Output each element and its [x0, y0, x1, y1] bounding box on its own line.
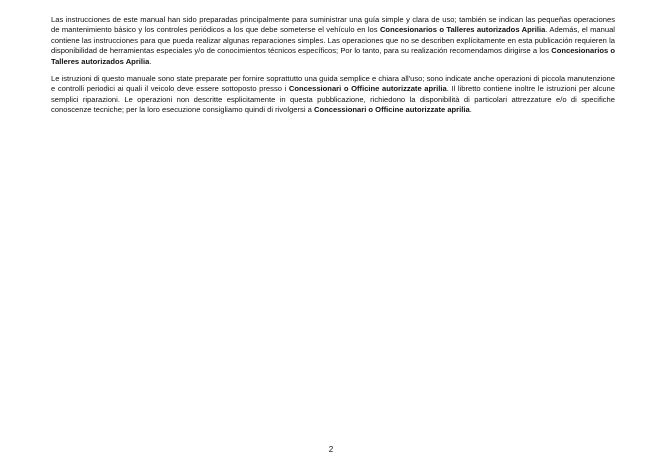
spanish-text-segment: .: [149, 56, 152, 66]
italian-text-segment: .: [469, 105, 472, 115]
spanish-text-segment: . Además, el manual contiene las instrucciones para que pueda realizar algunas reparaciones simples. Las operaciones que no se describen explícitamente en esta publicación requieren la disponibilidad de herramientas especiales y/o de conocimientos técnicos específicos; Por lo tanto, para su realización recomendamos dirigirse a los: [51, 25, 615, 56]
page-number: 2: [328, 445, 334, 454]
italian-intro-paragraph: [51, 74, 615, 116]
spanish-intro-paragraph: [51, 15, 615, 67]
spanish-dealer-name: Concesionarios o Talleres autorizados Aprilia: [51, 46, 616, 66]
italian-dealer-name: Concessionari o Officine autorizzate aprilia: [288, 84, 447, 94]
italian-text-segment: . Il libretto contiene inoltre le istruzioni per alcune semplici riparazioni. Le operazioni non descritte esplicitamente in questa pubblicazione, richiedono la disponibilità di particolari attrezzature e/o di specifiche conoscenze tecniche; per la loro esecuzione consigliamo quindi di rivolgersi a: [51, 84, 615, 115]
spanish-dealer-name: Concesionarios o Talleres autorizados Aprilia: [379, 25, 546, 35]
italian-dealer-name: Concessionari o Officine autorizzate aprilia: [313, 105, 470, 115]
italian-text-segment: Le istruzioni di questo manuale sono state preparate per fornire soprattutto una guida semplice e chiara all'uso; sono indicate anche operazioni di piccola manutenzione e controlli periodici ai quali il veicolo deve essere sottoposto presso i: [51, 74, 615, 94]
spanish-text-segment: Las instrucciones de este manual han sido preparadas principalmente para suministrar una guía simple y clara de uso; también se indican las pequeñas operaciones de mantenimiento básico y los controles periódicos a los que debe someterse el vehículo en los: [51, 15, 615, 35]
